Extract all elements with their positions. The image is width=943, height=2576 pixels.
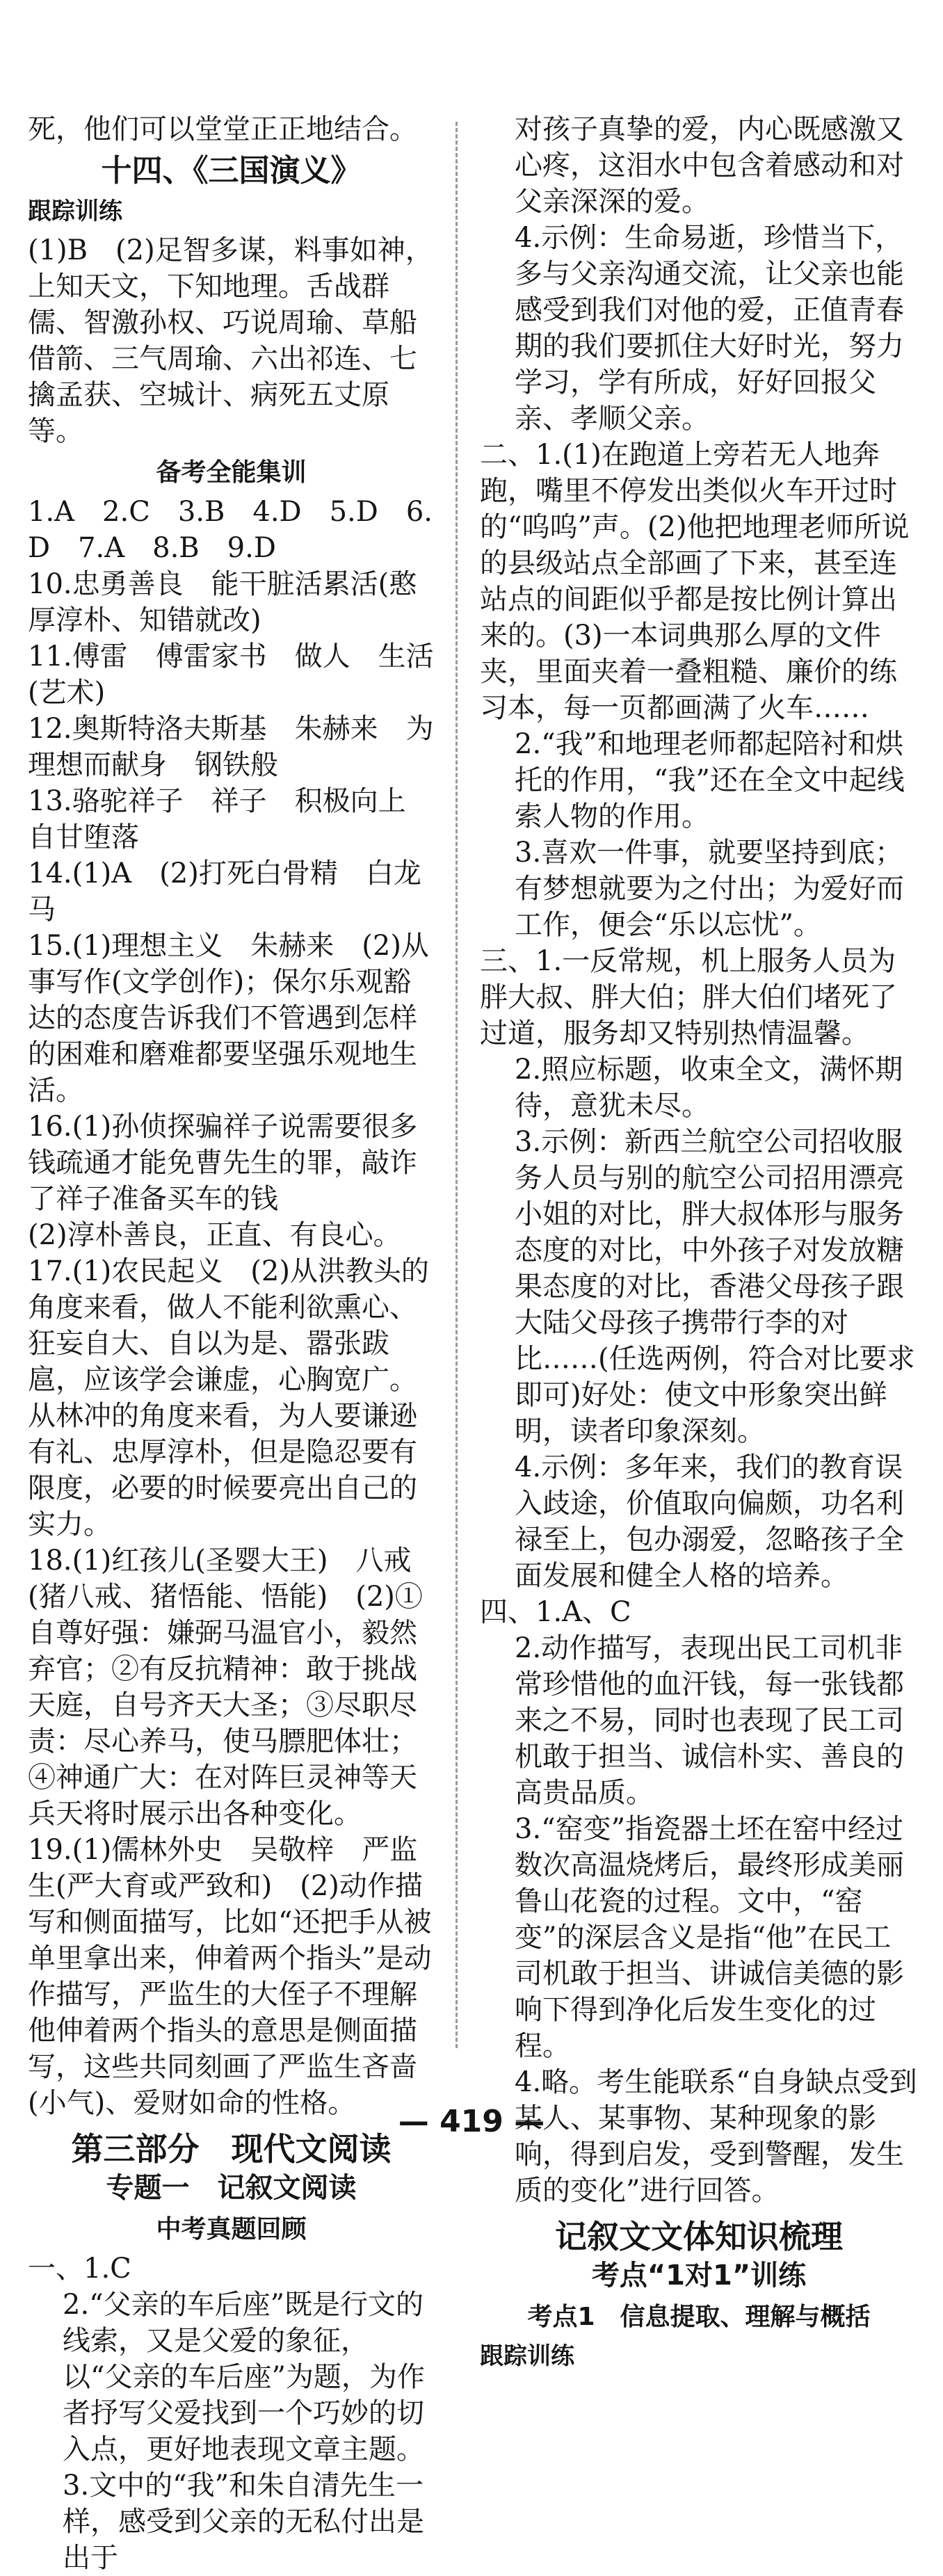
right-paragraph: 3.示例：新西兰航空公司招收服务人员与别的航空公司招用漂亮小姐的对比，胖大叔体形与服务态度的对比，中外孩子对发放糖果态度的对比，香港父母孩子跟大陆父母孩子携带行李的对比……(任选两例，符合对比要求即可)好处：使文中形象突出鲜明，读者印象深刻。	[515, 1126, 915, 1447]
right-paragraph: 4.略。考生能联系“自身缺点受到某人、某事物、某种现象的影响，得到启发，受到警醒，发生质的变化”进行回答。	[515, 2066, 917, 2207]
left-paragraph: 十四、《三国演义》	[101, 153, 362, 188]
right-paragraph: 考点1 信息提取、理解与概括	[527, 2303, 871, 2331]
left-paragraph: 中考真题回顾	[156, 2215, 307, 2244]
right-paragraph: 4.示例：生命易逝，珍惜当下，多与父亲沟通交流，让父亲也能感受到我们对他的爱，正值青春期的我们要抓住大好时光，努力学习，学有所成，好好回报父亲、孝顺父亲。	[515, 222, 904, 435]
left-paragraph: 14.(1)A (2)打死白骨精 白龙马	[28, 858, 421, 926]
right-paragraph: 四、1.A、C	[480, 1596, 631, 1628]
column-divider	[456, 122, 458, 2048]
page-number: — 419 —	[398, 2104, 545, 2139]
left-paragraph: 13.骆驼祥子 祥子 积极向上 自甘堕落	[28, 785, 434, 853]
left-paragraph: (2)淳朴善良，正直、有良心。	[28, 1219, 401, 1251]
left-paragraph: 11.傅雷 傅雷家书 做人 生活(艺术)	[28, 641, 434, 709]
right-column	[480, 111, 918, 2377]
right-paragraph: 跟踪训练	[480, 2342, 574, 2370]
right-paragraph: 对孩子真挚的爱，内心既感激又心疼，这泪水中包含着感动和对父亲深深的爱。	[515, 113, 904, 218]
right-paragraph: 3.“窑变”指瓷器土坯在窑中经过数次高温烧烤后，最终形成美丽鲁山花瓷的过程。文中，“窑变”的深层含义是指“他”在民工司机敢于担当、讲诚信美德的影响下得到净化后发生变化的过程。	[515, 1813, 904, 2062]
left-paragraph: (1)B (2)足智多谋，料事如神，上知天文，下知地理。舌战群儒、智激孙权、巧说周瑜、草船借箭、三气周瑜、六出祁连、七擒孟获、空城计、病死五丈原等。	[28, 234, 433, 447]
left-paragraph: 2.“父亲的车后座”既是行文的线索，又是父爱的象征，以“父亲的车后座”为题，为作者抒写父爱找到一个巧妙的切入点，更好地表现文章主题。	[63, 2289, 425, 2465]
left-paragraph: 一、1.C	[28, 2253, 131, 2285]
left-paragraph: 16.(1)孙侦探骗祥子说需要很多钱疏通才能免曹先生的罪，敲诈了祥子准备买车的钱	[28, 1111, 418, 1215]
left-paragraph: 17.(1)农民起义 (2)从洪教头的角度来看，做人不能利欲熏心、狂妄自大、自以为是、嚣张跋扈，应该学会谦虚，心胸宽广。从林冲的角度来看，为人要谦逊有礼、忠厚淳朴，但是隐忍要有限度，必要的时候要亮出自己的实力。	[28, 1255, 429, 1540]
left-column	[28, 111, 435, 2576]
left-paragraph: 12.奥斯特洛夫斯基 朱赫来 为理想而献身 钢铁般	[28, 713, 434, 781]
right-paragraph: 2.照应标题，收束全文，满怀期待，意犹未尽。	[515, 1054, 903, 1122]
right-paragraph: 考点“1对1”训练	[591, 2260, 807, 2292]
left-paragraph: 3.文中的“我”和朱自清先生一样，感受到父亲的无私付出是出于	[63, 2470, 424, 2574]
left-paragraph: 死，他们可以堂堂正正地结合。	[28, 113, 417, 145]
right-paragraph: 记叙文文体知识梳理	[555, 2218, 843, 2255]
left-paragraph: 15.(1)理想主义 朱赫来 (2)从事写作(文学创作)；保尔乐观豁达的态度告诉我们不管遇到怎样的困难和磨难都要坚强乐观地生活。	[28, 930, 429, 1106]
left-paragraph: 备考全能集训	[156, 458, 307, 487]
right-paragraph: 2.动作描写，表现出民工司机非常珍惜他的血汗钱，每一张钱都来之不易，同时也表现了民工司机敢于担当、诚信朴实、善良的高贵品质。	[515, 1632, 904, 1809]
right-paragraph: 4.示例：多年来，我们的教育误入歧途，价值取向偏颇，功名利禄至上，包办溺爱，忽略孩子全面发展和健全人格的培养。	[515, 1451, 904, 1592]
right-paragraph: 二、1.(1)在跑道上旁若无人地奔跑，嘴里不停发出类似火车开过时的“呜呜”声。(2)他把地理老师所说的县级站点全部画了下来，甚至连站点的间距似乎都是按比例计算出来的。(3)一本词典那么厚的文件夹，里面夹着一叠粗糙、廉价的练习本，每一页都画满了火车……	[480, 439, 910, 724]
left-paragraph: 1.A 2.C 3.B 4.D 5.D 6.D 7.A 8.B 9.D	[28, 496, 433, 564]
left-paragraph: 第三部分 现代文阅读	[71, 2130, 392, 2168]
left-paragraph: 18.(1)红孩儿(圣婴大王) 八戒(猪八戒、猪悟能、悟能) (2)①自尊好强：嫌弼马温官小，毅然弃官；②有反抗精神：敢于挑战天庭，自号齐天大圣；③尽职尽责：尽心养马，使马膘肥体壮；④神通广大：在对阵巨灵神等天兵天将时展示出各种变化。	[28, 1545, 423, 1830]
right-paragraph: 2.“我”和地理老师都起陪衬和烘托的作用，“我”还在全文中起线索人物的作用。	[515, 728, 905, 832]
left-paragraph: 19.(1)儒林外史 吴敬梓 严监生(严大育或严致和) (2)动作描写和侧面描写，比如“还把手从被单里拿出来，伸着两个指头”是动作描写，严监生的大侄子不理解他伸着两个指头的意思是侧面描写，这些共同刻画了严监生吝啬(小气)、爱财如命的性格。	[28, 1834, 432, 2119]
right-paragraph: 3.喜欢一件事，就要坚持到底；有梦想就要为之付出；为爱好而工作，便会“乐以忘忧”。	[515, 837, 904, 941]
right-paragraph: 三、1.一反常规，机上服务人员为胖大叔、胖大伯；胖大伯们堵死了过道，服务却又特别热情温馨。	[480, 945, 897, 1049]
left-paragraph: 专题一 记叙文阅读	[106, 2172, 357, 2204]
left-paragraph: 跟踪训练	[28, 198, 122, 225]
left-paragraph: 10.忠勇善良 能干脏活累活(憨厚淳朴、知错就改)	[28, 568, 417, 636]
